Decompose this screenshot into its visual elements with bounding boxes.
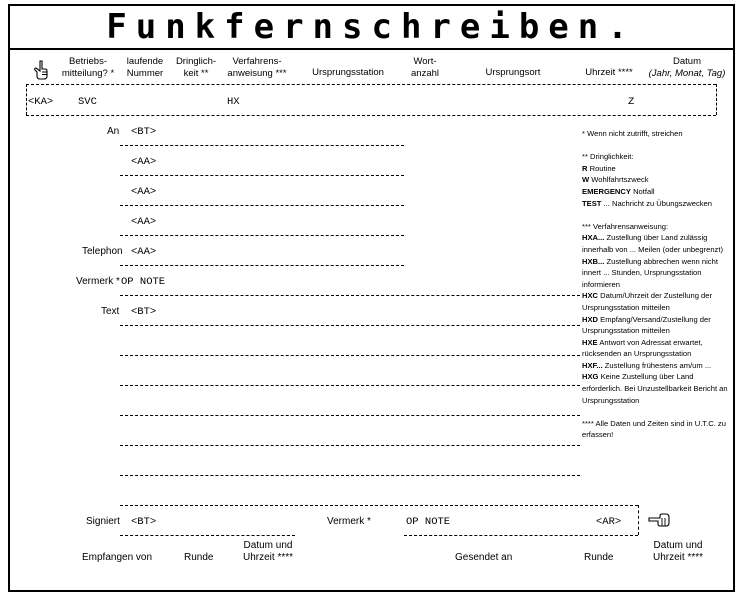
an-label: An <box>107 126 120 137</box>
note-4-line1: **** Alle Daten und Zeiten sind in U.T.C. zu <box>582 418 726 428</box>
preamble-right-line <box>716 84 717 115</box>
note-2-w: W Wohlfahrtszweck <box>582 175 649 185</box>
note-hxb-line2: innert ... Stunden, Ursprungsstation <box>582 268 702 278</box>
aa-value-3[interactable]: <AA> <box>131 216 157 228</box>
note-1: * Wenn nicht zutrifft, streichen <box>582 129 683 138</box>
runde-label-1: Runde <box>184 552 214 563</box>
text-line-2 <box>120 355 580 356</box>
signiert-value[interactable]: <BT> <box>131 516 157 528</box>
signature-top-line <box>120 505 638 506</box>
aa-value-2[interactable]: <AA> <box>131 186 157 198</box>
preamble-hx[interactable]: HX <box>227 96 240 108</box>
text-label: Text <box>101 306 120 317</box>
text-line-6 <box>120 475 580 476</box>
note-2-emergency: EMERGENCY Notfall <box>582 186 655 196</box>
note-3-title: *** Verfahrensanweisung: <box>582 221 669 231</box>
pointing-hand-icon <box>648 513 670 527</box>
text-line-4 <box>120 415 580 416</box>
signature-vermerk-value[interactable]: OP NOTE <box>406 516 451 528</box>
vermerk-value[interactable]: OP NOTE <box>121 276 166 288</box>
note-hxg: HXG Keine Zustellung über Land <box>582 372 694 382</box>
datum-uhrzeit-label-1: Datum und Uhrzeit **** <box>242 540 294 563</box>
an-line <box>120 145 404 146</box>
col-ursprungsstation: Ursprungsstation <box>312 67 384 78</box>
preamble-z[interactable]: Z <box>628 96 635 108</box>
notes-panel <box>582 128 740 441</box>
note-hxg-line2: erforderlich. Bei Unzustellbarkeit Bericht an <box>582 384 728 394</box>
telephon-label: Telephon <box>82 246 123 257</box>
note-hxd: HXD Empfang/Versand/Zustellung der <box>582 314 711 324</box>
note-2-r: R Routine <box>582 163 616 173</box>
form-title: Funkfernschreiben. <box>106 7 637 47</box>
text-line-1 <box>120 325 580 326</box>
signiert-label: Signiert <box>86 516 120 527</box>
col-laufende-nummer: laufende Nummer <box>126 56 164 79</box>
col-uhrzeit: Uhrzeit **** <box>585 67 633 78</box>
note-2-test: TEST ... Nachricht zu Übungszwecken <box>582 198 713 208</box>
note-hxb: HXB... Zustellung abbrechen wenn nicht <box>582 256 718 266</box>
note-hxg-line3: Ursprungsstation <box>582 395 640 405</box>
aa-line-3 <box>120 235 404 236</box>
text-line-3 <box>120 385 580 386</box>
note-hxc-line2: Ursprungsstation mitteilen <box>582 302 670 312</box>
signature-vermerk-line <box>404 535 638 536</box>
preamble-bottom-line <box>26 115 716 116</box>
signature-right-line <box>638 505 639 535</box>
signiert-line <box>120 535 295 536</box>
note-2-title: ** Dringlichkeit: <box>582 152 634 162</box>
note-hxb-line3: informieren <box>582 279 620 289</box>
datum-uhrzeit-label-2: Datum und Uhrzeit **** <box>652 540 704 563</box>
col-verfahrensanweisung: Verfahrens- anweisung *** <box>227 56 287 79</box>
telephon-value[interactable]: <AA> <box>131 246 157 258</box>
aa-line-2 <box>120 205 404 206</box>
note-hxc: HXC Datum/Uhrzeit der Zustellung der <box>582 291 713 301</box>
note-hxa-line2: innerhalb von ... Meilen (oder unbegrenzt) <box>582 244 723 254</box>
gesendet-an-label: Gesendet an <box>455 552 513 563</box>
empfangen-von-label: Empfangen von <box>82 552 153 563</box>
note-hxf: HXF... Zustellung frühestens am/um ... <box>582 360 712 370</box>
aa-line-1 <box>120 175 404 176</box>
col-ursprungsort: Ursprungsort <box>485 67 541 78</box>
preamble-svc[interactable]: SVC <box>78 96 97 108</box>
note-4-line2: erfassen! <box>582 430 614 440</box>
runde-label-2: Runde <box>584 552 614 563</box>
note-hxe-line2: rücksenden an Ursprungsstation <box>582 349 692 359</box>
col-dringlichkeit: Dringlich- keit ** <box>175 56 217 79</box>
note-hxd-line2: Ursprungsstation mitteilen <box>582 326 670 336</box>
aa-value-1[interactable]: <AA> <box>131 156 157 168</box>
col-betriebsmitteilung: Betriebs- mitteilung? * <box>61 56 115 79</box>
signature-vermerk-label: Vermerk * <box>327 516 371 527</box>
preamble-left-line <box>26 84 27 115</box>
note-hxa: HXA... Zustellung über Land zulässig <box>582 233 708 243</box>
ar-value[interactable]: <AR> <box>596 516 622 528</box>
col-datum: Datum (Jahr, Monat, Tag) <box>648 56 726 79</box>
note-hxe: HXE Antwort von Adressat erwartet, <box>582 337 703 347</box>
title-bar <box>8 4 735 50</box>
text-line-5 <box>120 445 580 446</box>
vermerk-line <box>120 295 580 296</box>
text-value[interactable]: <BT> <box>131 306 157 318</box>
col-wortanzahl: Wort- anzahl <box>411 56 439 79</box>
telephon-line <box>120 265 404 266</box>
pointing-hand-icon <box>33 60 49 80</box>
preamble-top-line <box>26 84 716 85</box>
an-value[interactable]: <BT> <box>131 126 157 138</box>
vermerk-label: Vermerk * <box>76 276 120 287</box>
preamble-ka[interactable]: <KA> <box>28 96 54 108</box>
